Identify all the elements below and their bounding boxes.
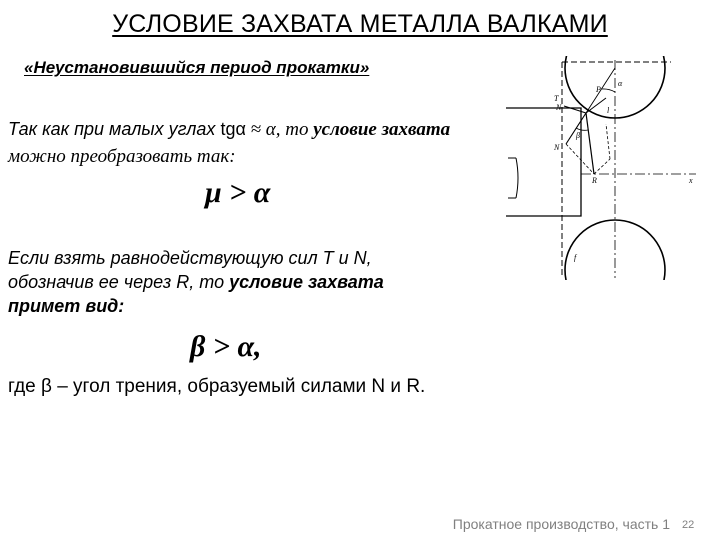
label-l: l bbox=[607, 106, 610, 115]
construction-line-1 bbox=[566, 144, 594, 174]
label-R: R bbox=[592, 176, 597, 185]
p2-line-3 bbox=[8, 294, 478, 318]
strip-outline bbox=[506, 108, 581, 216]
label-T: T bbox=[554, 94, 559, 103]
paragraph-resultant bbox=[8, 246, 478, 318]
p2-bold-capture-condition: условие захвата bbox=[229, 272, 384, 292]
p1-text-3: можно преобразовать так: bbox=[8, 146, 236, 167]
p2-line-2 bbox=[8, 270, 478, 294]
force-R-vector bbox=[586, 113, 594, 174]
beta-arc bbox=[576, 128, 588, 130]
page-number: 22 bbox=[682, 519, 695, 531]
beta-definition: где β – угол трения, образуемый силами N и R. bbox=[8, 376, 426, 397]
footer-course-title: Прокатное производство, часть 1 bbox=[452, 516, 670, 532]
p2-line-2-text: обозначив ее через R, то bbox=[8, 272, 230, 292]
p1-bold-capture-condition: условие захвата bbox=[313, 119, 451, 140]
label-alpha: α bbox=[618, 79, 623, 88]
label-N: N bbox=[554, 143, 560, 152]
formula-mu-greater-alpha: μ > α bbox=[205, 176, 271, 209]
p2-line-1: Если взять равнодействующую сил T и N, bbox=[8, 248, 372, 268]
construction-line-3 bbox=[606, 124, 610, 159]
strip-slot-curve bbox=[516, 158, 518, 198]
roll-bite-diagram bbox=[506, 56, 714, 280]
alpha-arc bbox=[602, 89, 615, 92]
slide-subtitle: «Неустановившийся период прокатки» bbox=[24, 58, 370, 77]
formula-beta-greater-alpha: β > α, bbox=[190, 330, 262, 363]
label-f: f bbox=[574, 253, 577, 262]
p1-tga: tgα bbox=[220, 119, 246, 139]
p1-text-2: ≈ α, то bbox=[245, 119, 314, 140]
force-P-vector bbox=[586, 98, 606, 113]
label-x: x bbox=[689, 176, 693, 185]
label-P: P bbox=[596, 85, 601, 94]
p1-text-1: Так как при малых углах bbox=[8, 119, 221, 139]
label-beta: β bbox=[576, 131, 580, 140]
slide-title: УСЛОВИЕ ЗАХВАТА МЕТАЛЛА ВАЛКАМИ bbox=[112, 10, 608, 38]
p2-line-3-text: примет вид: bbox=[8, 296, 125, 316]
label-N-top: N bbox=[556, 103, 562, 112]
paragraph-small-angles bbox=[8, 116, 478, 170]
construction-line-2 bbox=[594, 159, 610, 174]
